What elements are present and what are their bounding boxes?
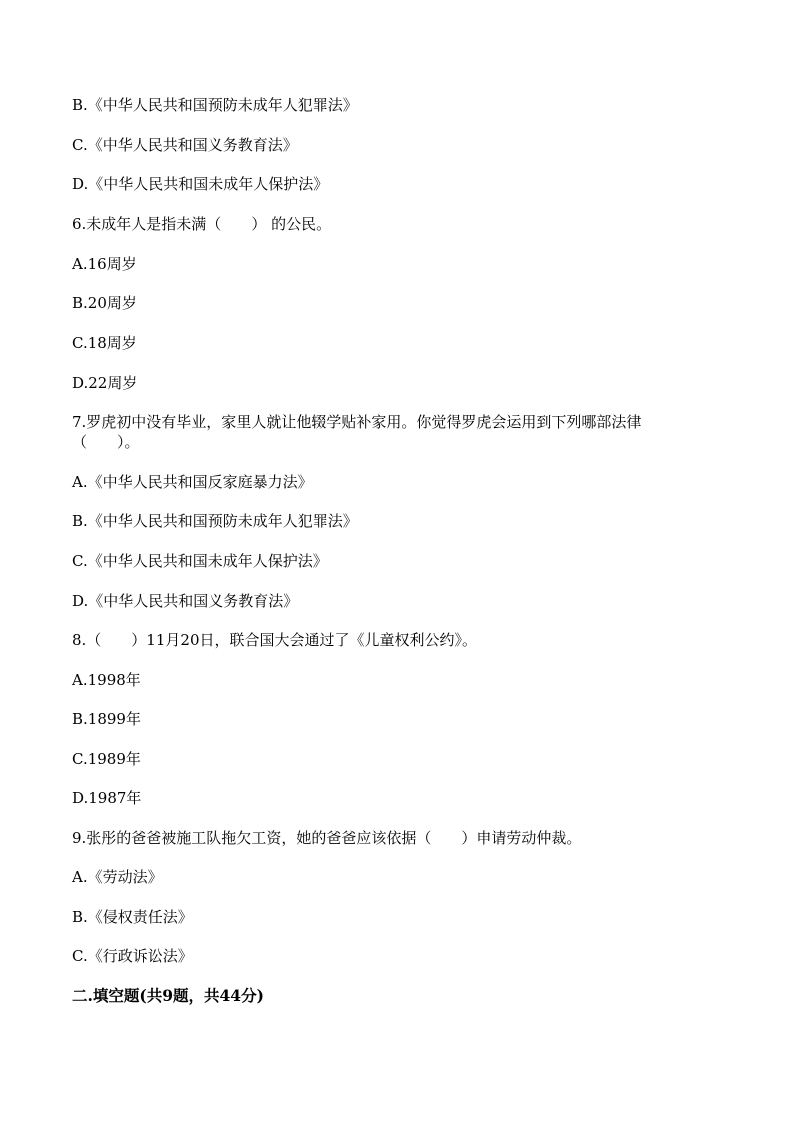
q7-stem-line2: （ ）。 bbox=[72, 433, 140, 451]
q6-option-d: D.22周岁 bbox=[72, 374, 138, 392]
q7-option-b: B.《中华人民共和国预防未成年人犯罪法》 bbox=[72, 512, 358, 530]
section-heading-fill-in-blank: 二.填空题(共9题，共44分) bbox=[72, 986, 264, 1005]
q6-option-b: B.20周岁 bbox=[72, 294, 137, 312]
q9-stem: 9.张彤的爸爸被施工队拖欠工资，她的爸爸应该依据（ ）申请劳动仲裁。 bbox=[72, 829, 582, 847]
q7-option-c: C.《中华人民共和国未成年人保护法》 bbox=[72, 552, 328, 570]
q9-option-a: A.《劳动法》 bbox=[72, 868, 163, 886]
q8-stem: 8.（ ）11月20日，联合国大会通过了《儿童权利公约》。 bbox=[72, 631, 477, 649]
q7-option-d: D.《中华人民共和国义务教育法》 bbox=[72, 592, 299, 610]
q5-option-c: C.《中华人民共和国义务教育法》 bbox=[72, 136, 298, 154]
q6-option-c: C.18周岁 bbox=[72, 334, 137, 352]
q8-option-b: B.1899年 bbox=[72, 710, 141, 728]
q5-option-d: D.《中华人民共和国未成年人保护法》 bbox=[72, 175, 329, 193]
q9-option-b: B.《侵权责任法》 bbox=[72, 908, 193, 926]
q8-option-a: A.1998年 bbox=[72, 671, 141, 689]
q6-stem: 6.未成年人是指未满（ ） 的公民。 bbox=[72, 215, 332, 233]
q7-option-a: A.《中华人民共和国反家庭暴力法》 bbox=[72, 473, 313, 491]
q8-option-d: D.1987年 bbox=[72, 789, 142, 807]
q5-option-b: B.《中华人民共和国预防未成年人犯罪法》 bbox=[72, 96, 358, 114]
q7-stem-line1: 7.罗虎初中没有毕业，家里人就让他辍学贴补家用。你觉得罗虎会运用到下列哪部法律 bbox=[72, 413, 642, 431]
q8-option-c: C.1989年 bbox=[72, 750, 141, 768]
q6-option-a: A.16周岁 bbox=[72, 255, 137, 273]
q9-option-c: C.《行政诉讼法》 bbox=[72, 947, 193, 965]
